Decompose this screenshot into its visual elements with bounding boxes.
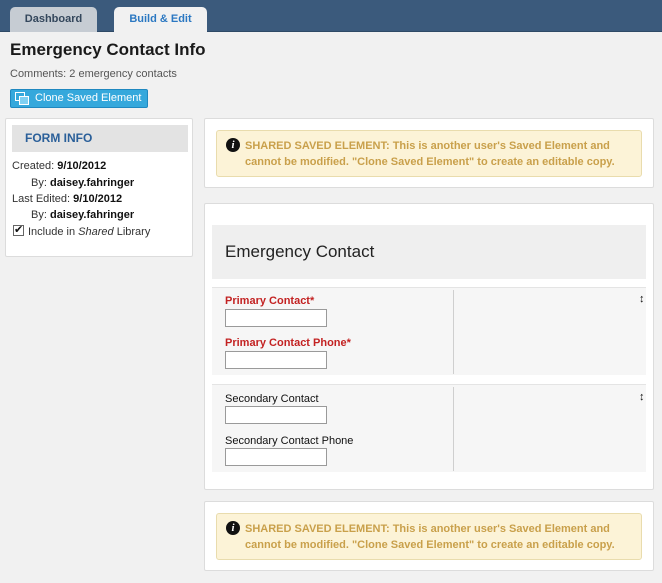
include-shared-library-row: ✔Include in Shared Library bbox=[13, 225, 150, 238]
top-navigation-bar bbox=[0, 0, 662, 32]
secondary-contact-phone-input[interactable] bbox=[225, 448, 327, 466]
resize-handle-icon[interactable]: ↕ bbox=[639, 391, 645, 403]
resize-handle-icon[interactable]: ↕ bbox=[639, 293, 645, 305]
notice-panel-top bbox=[204, 118, 654, 188]
created-row: Created: 9/10/2012 bbox=[12, 160, 107, 172]
tab-build-and-edit[interactable]: Build & Edit bbox=[114, 7, 207, 32]
secondary-contact-label: Secondary Contact bbox=[225, 393, 319, 405]
form-info-header: FORM INFO bbox=[12, 125, 188, 152]
primary-contact-phone-input[interactable] bbox=[225, 351, 327, 369]
notice-text: SHARED SAVED ELEMENT: This is another user's Saved Element and cannot be modified. "Clone Saved Element" to create an editable copy. bbox=[245, 140, 615, 168]
include-shared-library-checkbox[interactable] bbox=[13, 225, 24, 236]
notice-text: SHARED SAVED ELEMENT: This is another user's Saved Element and cannot be modified. "Clone Saved Element" to create an editable copy. bbox=[245, 523, 615, 551]
form-section-primary bbox=[212, 287, 646, 375]
primary-contact-label: Primary Contact* bbox=[225, 295, 315, 307]
edited-by-row: By: daisey.fahringer bbox=[31, 209, 135, 221]
form-heading: Emergency Contact bbox=[212, 225, 646, 279]
primary-contact-phone-label: Primary Contact Phone* bbox=[225, 337, 351, 349]
info-icon: i bbox=[226, 521, 240, 535]
column-divider bbox=[453, 290, 454, 374]
clone-saved-element-button[interactable] bbox=[10, 89, 148, 108]
page-title: Emergency Contact Info bbox=[10, 40, 206, 59]
edited-by-user: daisey.fahringer bbox=[49, 209, 135, 221]
form-section-secondary bbox=[212, 384, 646, 472]
clone-icon bbox=[15, 92, 30, 105]
shared-element-notice bbox=[216, 130, 642, 177]
comments-text: Comments: 2 emergency contacts bbox=[10, 68, 177, 80]
created-date: 9/10/2012 bbox=[57, 160, 107, 172]
tab-dashboard[interactable]: Dashboard bbox=[10, 7, 97, 32]
form-info-panel bbox=[5, 118, 193, 257]
info-icon: i bbox=[226, 138, 240, 152]
secondary-contact-input[interactable] bbox=[225, 406, 327, 424]
secondary-contact-phone-label: Secondary Contact Phone bbox=[225, 435, 354, 447]
form-preview-panel bbox=[204, 203, 654, 490]
created-by-user: daisey.fahringer bbox=[49, 177, 135, 189]
shared-element-notice bbox=[216, 513, 642, 560]
last-edited-row: Last Edited: 9/10/2012 bbox=[12, 193, 123, 205]
column-divider bbox=[453, 387, 454, 471]
notice-panel-bottom bbox=[204, 501, 654, 571]
primary-contact-input[interactable] bbox=[225, 309, 327, 327]
created-by-row: By: daisey.fahringer bbox=[31, 177, 135, 189]
last-edited-date: 9/10/2012 bbox=[73, 193, 123, 205]
clone-button-label: Clone Saved Element bbox=[35, 92, 142, 104]
